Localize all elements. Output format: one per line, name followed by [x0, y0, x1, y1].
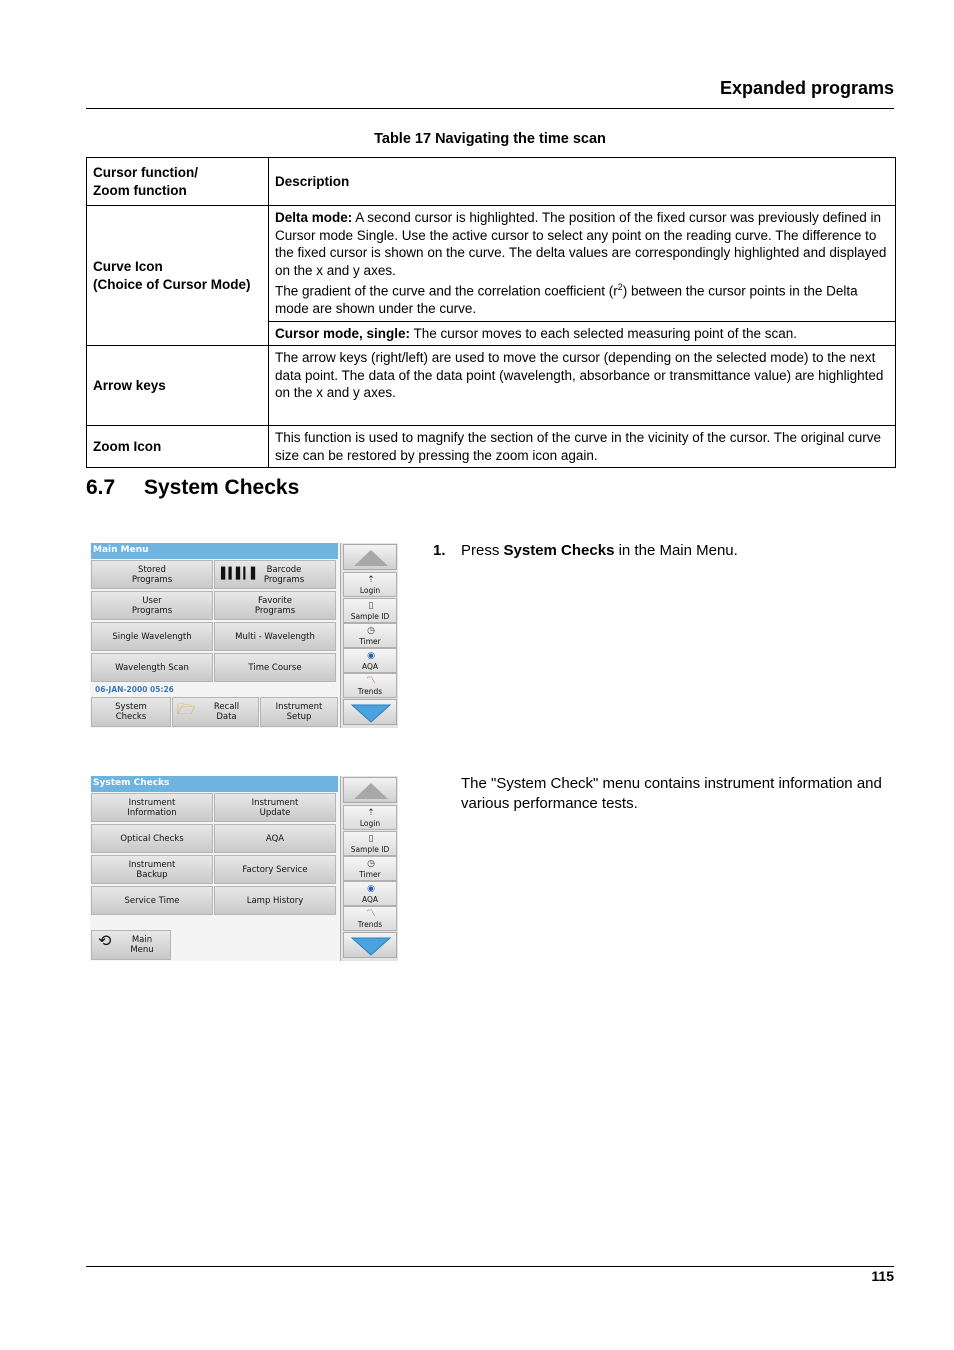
scroll-down-button[interactable]: [343, 699, 397, 725]
sample-id-label: Sample ID: [350, 612, 390, 621]
lamp-history-button[interactable]: Lamp History: [214, 886, 336, 915]
service-time-button[interactable]: Service Time: [91, 886, 213, 915]
arrow-keys-label: Arrow keys: [87, 346, 269, 426]
trends-icon: 〽: [366, 676, 376, 686]
zoom-icon-label: Zoom Icon: [87, 426, 269, 468]
wavelength-scan-button[interactable]: Wavelength Scan: [91, 653, 213, 682]
timer-icon: ◷: [367, 626, 375, 636]
barcode-programs-label: Barcode Programs: [263, 564, 305, 585]
delta-mode-title: Delta mode:: [275, 210, 353, 225]
sample-vial-icon: ▯: [368, 601, 374, 611]
sample-vial-icon: ▯: [368, 834, 374, 844]
barcode-programs-button[interactable]: [214, 560, 336, 589]
section-title: System Checks: [144, 476, 300, 499]
main-menu-button[interactable]: [91, 930, 171, 960]
instrument-backup-button[interactable]: Instrument Backup: [91, 855, 213, 884]
delta-gradient-text-end: ) between the cursor points in the Delta mode are shown under the curve.: [275, 283, 858, 316]
system-check-description: The "System Check" menu contains instrument information and various performance tests.: [461, 775, 882, 812]
timer-label: Timer: [359, 870, 381, 879]
single-mode-cell: [269, 321, 896, 346]
single-mode-title: Cursor mode, single:: [275, 325, 411, 341]
scroll-down-button-2[interactable]: [343, 932, 397, 958]
head-col1-text: Cursor function/ Zoom function: [93, 165, 198, 198]
section-number: 6.7: [86, 476, 116, 499]
system-checks-button[interactable]: System Checks: [91, 697, 171, 727]
aqa-label: AQA: [361, 662, 379, 671]
time-course-button[interactable]: Time Course: [214, 653, 336, 682]
login-button[interactable]: [343, 572, 397, 597]
delta-mode-text: A second cursor is highlighted. The position of the fixed cursor was previously defined in Cursor mode Single. Use the active cursor to select any point on the reading curve. The difference to the fixed cursor is shown on the curve. The delta values are correspondingly highlighted and displayed on the x and y axes.: [275, 210, 887, 278]
curve-icon-label-text: Curve Icon (Choice of Cursor Mode): [93, 259, 251, 292]
step-number: 1.: [433, 542, 446, 559]
curve-icon-label: [87, 206, 269, 346]
optical-checks-button[interactable]: Optical Checks: [91, 824, 213, 853]
date-time: 06-JAN-2000 05:26: [95, 685, 174, 694]
factory-service-button[interactable]: Factory Service: [214, 855, 336, 884]
folder-icon: 🗁: [177, 700, 196, 718]
aqa-label: AQA: [361, 895, 379, 904]
back-arrow-icon: ⟲: [98, 931, 112, 950]
sample-id-label: Sample ID: [350, 845, 390, 854]
sample-id-button-2[interactable]: [343, 831, 397, 856]
step-text-post: in the Main Menu.: [614, 542, 738, 559]
table-head-col1: [87, 158, 269, 206]
timer-button-2[interactable]: [343, 856, 397, 881]
trends-button[interactable]: [343, 673, 397, 698]
triangle-up-icon: [344, 778, 398, 804]
trends-icon: 〽: [366, 909, 376, 919]
step-text-pre: Press: [461, 542, 504, 559]
step-1: [433, 542, 738, 559]
main-menu-label: Main Menu: [130, 935, 154, 955]
zoom-icon-desc: This function is used to magnify the section of the curve in the vicinity of the cursor. The original curve size can be restored by pressing the zoom icon again.: [269, 426, 896, 468]
login-label: Login: [359, 586, 381, 595]
delta-sup: 2: [617, 282, 623, 292]
scroll-up-button[interactable]: [343, 544, 397, 570]
timer-button[interactable]: [343, 623, 397, 648]
timer-label: Timer: [359, 637, 381, 646]
table-caption: Table 17 Navigating the time scan: [374, 131, 606, 147]
recall-data-label: Recall Data: [213, 702, 240, 722]
section-heading: [86, 476, 299, 500]
system-checks-title: System Checks: [91, 776, 338, 792]
instrument-update-button[interactable]: Instrument Update: [214, 793, 336, 822]
side-toolbar: [340, 543, 398, 728]
aqa-icon: ◉: [367, 884, 375, 894]
login-icon: ⇡: [367, 575, 375, 585]
trends-label: Trends: [357, 687, 383, 696]
footer-rule: [86, 1266, 894, 1267]
trends-label: Trends: [357, 920, 383, 929]
trends-button-2[interactable]: [343, 906, 397, 931]
navigation-table: [86, 157, 896, 468]
favorite-programs-button[interactable]: Favorite Programs: [214, 591, 336, 620]
aqa-button[interactable]: [343, 648, 397, 673]
aqa-menu-button[interactable]: AQA: [214, 824, 336, 853]
multi-wavelength-button[interactable]: Multi - Wavelength: [214, 622, 336, 651]
side-toolbar-2: [340, 776, 398, 961]
scroll-up-button-2[interactable]: [343, 777, 397, 803]
stored-programs-button[interactable]: Stored Programs: [91, 560, 213, 589]
instrument-setup-button[interactable]: Instrument Setup: [260, 697, 338, 727]
timer-icon: ◷: [367, 859, 375, 869]
aqa-icon: ◉: [367, 651, 375, 661]
arrow-keys-desc: The arrow keys (right/left) are used to move the cursor (depending on the selected mode) to the next data point. The data of the data point (wavelength, absorbance or transmittance value) are highlighted on the x and y axes.: [269, 346, 896, 426]
login-icon: ⇡: [367, 808, 375, 818]
main-menu-title: Main Menu: [91, 543, 338, 559]
user-programs-button[interactable]: User Programs: [91, 591, 213, 620]
header-rule: [86, 108, 894, 109]
single-mode-text: The cursor moves to each selected measuring point of the scan.: [410, 325, 797, 341]
table-head-col2: Description: [269, 158, 896, 206]
delta-gradient-text: The gradient of the curve and the correlation coefficient (r: [275, 283, 618, 299]
running-header: Expanded programs: [719, 78, 894, 98]
login-label: Login: [359, 819, 381, 828]
sample-id-button[interactable]: [343, 598, 397, 623]
login-button-2[interactable]: [343, 805, 397, 830]
instrument-information-button[interactable]: Instrument Information: [91, 793, 213, 822]
single-wavelength-button[interactable]: Single Wavelength: [91, 622, 213, 651]
triangle-up-icon: [344, 545, 398, 571]
aqa-button-2[interactable]: [343, 881, 397, 906]
page-number: 115: [871, 1268, 894, 1284]
delta-mode-cell: [269, 206, 896, 322]
triangle-down-icon: [344, 933, 398, 959]
system-checks-screenshot: [90, 776, 398, 961]
main-menu-screenshot: [90, 543, 398, 728]
triangle-down-icon: [344, 700, 398, 726]
recall-data-button[interactable]: [172, 697, 259, 727]
barcode-icon: ▌▍▌▎▌: [221, 567, 259, 580]
step-text-bold: System Checks: [503, 542, 615, 559]
